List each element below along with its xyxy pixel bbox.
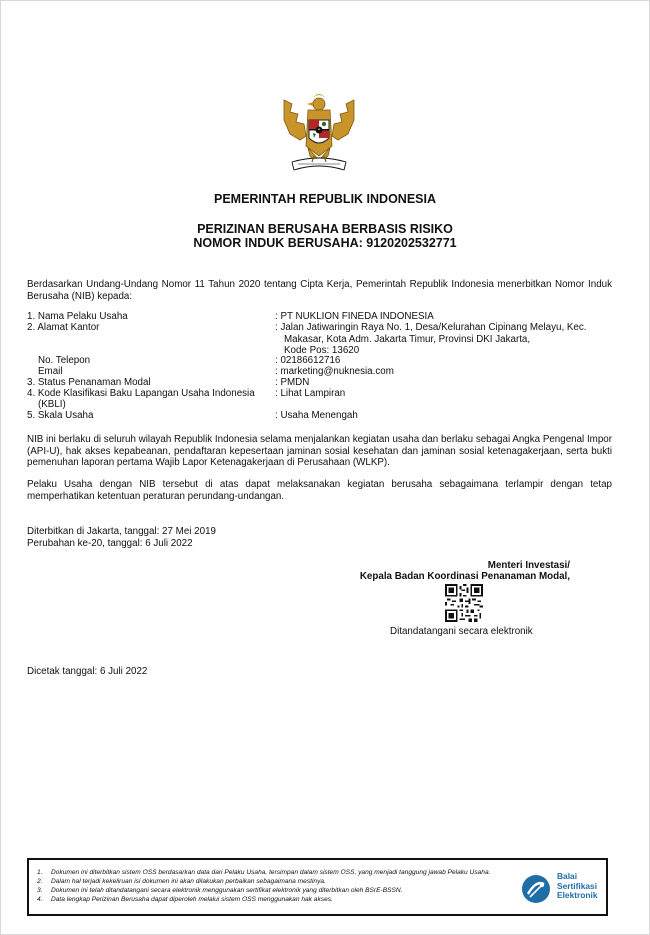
e-signature-note: Ditandatangani secara elektronik [390,626,533,637]
signatory-title-2: Kepala Badan Koordinasi Penanaman Modal, [359,571,570,582]
footer-box [27,858,608,916]
footer-note-number: 2. [37,878,43,885]
field-value-alamat-2: Makasar, Kota Adm. Jakarta Timur, Provinsi DKI Jakarta, [284,333,531,345]
footer-note-number: 3. [37,887,43,894]
field-value-nama: : PT NUKLION FINEDA INDONESIA [275,311,434,322]
nib-number: NOMOR INDUK BERUSAHA: 9120202532771 [193,236,457,250]
obligation-paragraph: Pelaku Usaha dengan NIB tersebut di atas dapat melaksanakan kegiatan berusaha sebagaimana terlampir dengan tetap memperhatikan ketentuan peraturan perundang-undangan. [27,479,612,502]
document-title: PERIZINAN BERUSAHA BERBASIS RISIKO [197,222,453,236]
field-value-telepon: : 02186612716 [275,355,341,366]
field-label-kbli: 4. Kode Klasifikasi Baku Lapangan Usaha Indonesia [27,388,255,399]
footer-note-text: Dokumen ini telah ditandatangani secara elektronik menggunakan sertifikat elektronik yang diterbitkan oleh BSrE-BSSN. [51,887,403,894]
field-label-kbli-2: (KBLI) [38,399,66,410]
bsre-text-line: Sertifikasi [557,880,598,891]
nib-validity-paragraph: NIB ini berlaku di seluruh wilayah Republik Indonesia selama menjalankan kegiatan usaha dan berlaku sebagai Angka Pengenal Impor (API-U), hak akses kepabeanan, pendaftaran kepesertaan jaminan sosial kesehatan dan jaminan sosial ketenagakerjaan, serta bukti pemenuhan laporan pertama Wajib Lapor Ketenagakerjaan di Perusahaan (WLKP). [27,434,612,468]
signatory-title-1: Menteri Investasi/ [487,560,570,571]
footer-note [37,895,507,904]
field-value-kbli: : Lihat Lampiran [275,388,346,399]
footer-note [37,868,507,877]
intro-paragraph: Berdasarkan Undang-Undang Nomor 11 Tahun 2020 tentang Cipta Kerja, Pemerintah Republik Indonesia menerbitkan Nomor Induk Berusaha (NIB) kepada: [27,279,612,302]
field-label-telepon: No. Telepon [38,355,91,366]
printed-date: Dicetak tanggal: 6 Juli 2022 [27,666,148,677]
footer-note [37,877,507,886]
bsre-text-line: Balai [557,871,578,881]
revision-date: Perubahan ke-20, tanggal: 6 Juli 2022 [27,538,193,549]
field-label-nama: 1. Nama Pelaku Usaha [27,311,128,322]
field-label-skala: 5. Skala Usaha [27,410,94,421]
field-label-email: Email [38,366,63,377]
footer-note-text: Data lengkap Perizinan Berusaha dapat diperoleh melalui sistem OSS menggunakan hak akses. [51,896,333,903]
field-value-status: : PMDN [275,377,310,388]
bsre-logo-icon [521,874,551,904]
field-value-email: : marketing@nuknesia.com [275,366,394,377]
footer-note-number: 1. [37,869,43,876]
bsre-logo-text [557,872,598,901]
bsre-text-line: Elektronik [557,890,598,901]
issued-date: Diterbitkan di Jakarta, tanggal: 27 Mei 2019 [27,526,216,537]
field-value-alamat-1: : Jalan Jatiwaringin Raya No. 1, Desa/Kelurahan Cipinang Melayu, Kec. [275,322,587,333]
footer-note-text: Dalam hal terjadi kekeliruan isi dokumen ini akan dilakukan perbaikan sebagaimana mestinya. [51,878,326,885]
footer-note-text: Dokumen ini diterbitkan sistem OSS berdasarkan data dari Pelaku Usaha, tersimpan dalam sistem OSS, yang menjadi tanggung jawab Pelaku Usaha. [51,869,491,876]
qr-code-icon [445,584,483,622]
garuda-pancasila-emblem-icon [278,90,360,180]
footer-notes [37,868,507,904]
footer-note [37,886,507,895]
footer-note-number: 4. [37,896,43,903]
field-value-alamat-3: Kode Pos: 13620 [284,345,360,356]
government-heading: PEMERINTAH REPUBLIK INDONESIA [213,192,436,206]
field-value-skala: : Usaha Menengah [275,410,358,421]
field-label-status: 3. Status Penanaman Modal [27,377,151,388]
field-label-alamat: 2. Alamat Kantor [27,322,100,333]
